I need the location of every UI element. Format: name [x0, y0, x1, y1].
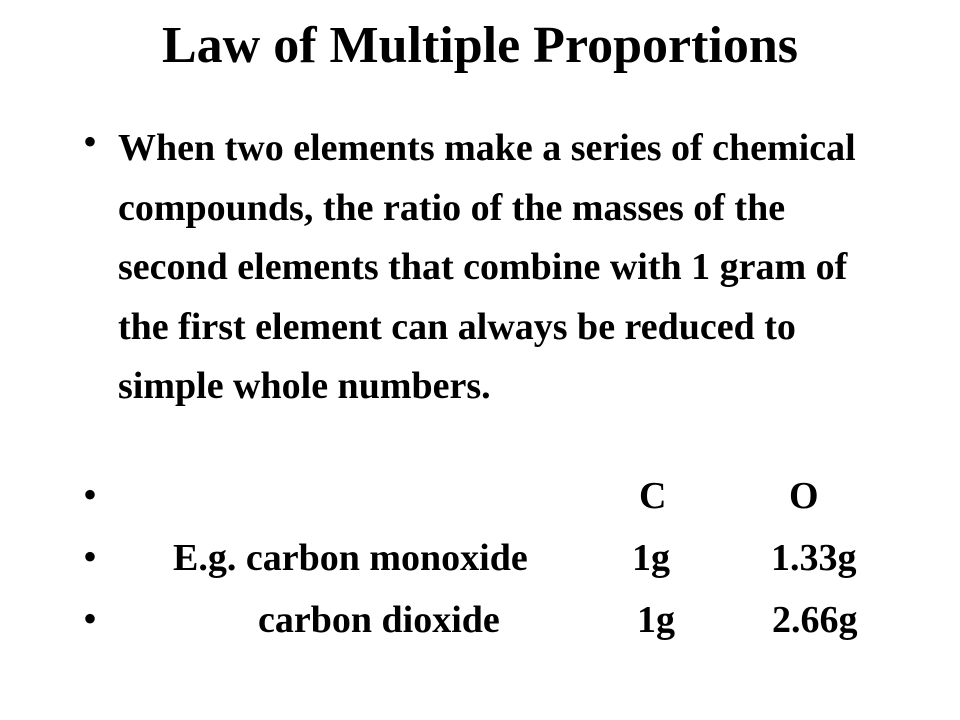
slide-title: Law of Multiple Proportions [161, 17, 799, 74]
column-header-o: O [789, 475, 819, 517]
compound-label-carbon-monoxide: E.g. carbon monoxide [173, 537, 528, 579]
bullet-marker: • [83, 472, 98, 517]
compound-label-carbon-dioxide: carbon dioxide [258, 599, 500, 641]
bullet-marker: • [83, 534, 98, 579]
oxygen-mass-carbon-dioxide: 2.66g [772, 599, 858, 641]
bullet-marker: • [83, 596, 98, 641]
bullet-marker: • [83, 119, 98, 164]
definition-text: When two elements make a series of chemical compounds, the ratio of the masses of the second elements that combine with 1 gram of the first element can always be reduced to simple whole numbers. [118, 127, 856, 407]
carbon-mass-carbon-dioxide: 1g [637, 599, 675, 641]
carbon-mass-carbon-monoxide: 1g [632, 537, 670, 579]
oxygen-mass-carbon-monoxide: 1.33g [771, 537, 857, 579]
column-header-c: C [639, 475, 667, 517]
